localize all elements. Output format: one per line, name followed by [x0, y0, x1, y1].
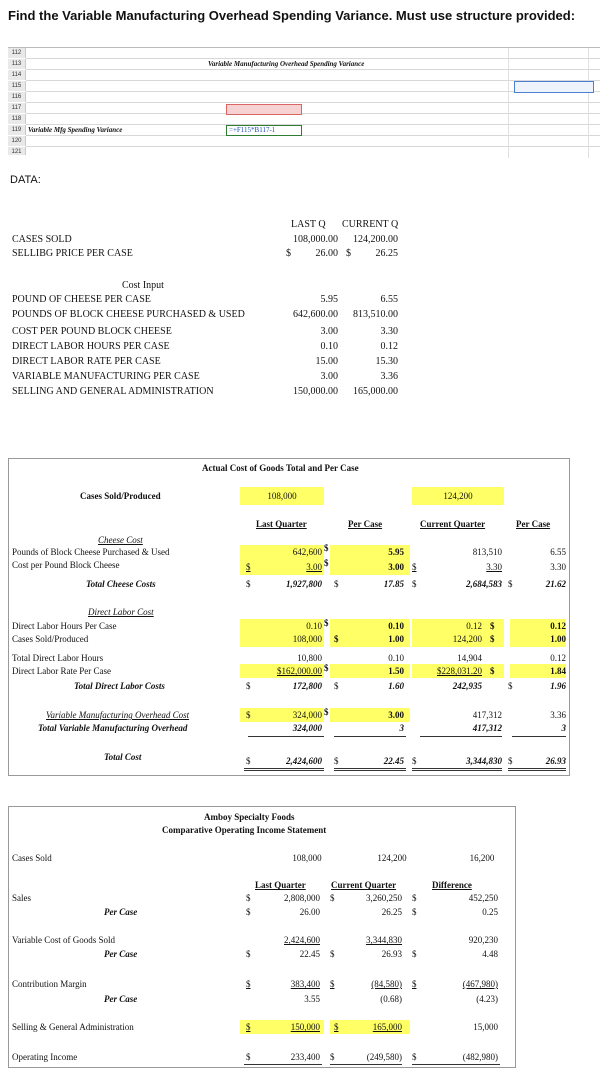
- dollar: $: [334, 579, 339, 589]
- dl-head: Direct Labor Cost: [88, 607, 154, 617]
- csp-last: 108,000: [292, 634, 322, 644]
- dlr-last: $162,000.00: [277, 666, 322, 676]
- sga-last: 150,000: [290, 1022, 320, 1032]
- tc-last: 1,927,800: [286, 579, 322, 589]
- row-number: 120: [8, 136, 26, 146]
- dollar: $: [324, 707, 329, 717]
- cm-label: Contribution Margin: [12, 979, 87, 989]
- dollar: $: [412, 979, 417, 989]
- sales-current: 3,260,250: [366, 893, 402, 903]
- dollar: $: [246, 893, 251, 903]
- cases-sold-current: 124,200.00: [353, 234, 398, 245]
- cogs-h-per2: Per Case: [516, 519, 551, 529]
- income-cases-current: 124,200: [377, 853, 407, 863]
- tc-pc2: 21.62: [545, 579, 566, 589]
- total-pc1: 22.45: [383, 756, 404, 766]
- price-label: SELLIBG PRICE PER CASE: [12, 248, 133, 259]
- cogs-h-per1: Per Case: [348, 519, 383, 529]
- formula-cell[interactable]: =+F115*B117-1: [226, 125, 302, 136]
- data-row-last: 150,000.00: [293, 386, 338, 397]
- col-current-q: CURRENT Q: [342, 219, 399, 230]
- data-row-current: 813,510.00: [353, 309, 398, 320]
- csp-label: Cases Sold/Produced: [12, 634, 89, 644]
- data-row-label: VARIABLE MANUFACTURING PER CASE: [12, 371, 200, 382]
- sheet-title: Variable Manufacturing Overhead Spending Variance: [208, 60, 365, 68]
- dollar: $: [246, 710, 251, 720]
- cm-current: (84,580): [371, 979, 402, 989]
- grid-line: [26, 58, 600, 59]
- tvmo-last: 324,000: [292, 723, 322, 733]
- total-pc2: 26.93: [545, 756, 566, 766]
- row-number: 121: [8, 147, 26, 155]
- dollar: $: [412, 579, 417, 589]
- dollar: $: [490, 666, 495, 676]
- tdlh-pc2: 0.12: [550, 653, 566, 663]
- oi-label: Operating Income: [12, 1052, 78, 1062]
- dollar: $: [490, 634, 495, 644]
- dollar: $: [334, 1022, 339, 1032]
- income-h-current: Current Quarter: [331, 880, 397, 890]
- income-company: Amboy Specialty Foods: [204, 812, 295, 822]
- data-row-current: 0.12: [380, 341, 398, 352]
- vcgs-current: 3,344,830: [366, 935, 402, 945]
- tvmo-pc2: 3: [561, 723, 566, 733]
- data-row-last: 15.00: [315, 356, 338, 367]
- income-cases-last: 108,000: [292, 853, 322, 863]
- dollar: $: [330, 893, 335, 903]
- dollar: $: [324, 618, 329, 628]
- dollar: $: [246, 1052, 251, 1062]
- dollar: $: [330, 949, 335, 959]
- question-text: Find the Variable Manufacturing Overhead Spending Variance. Must use structure provided:: [8, 8, 576, 23]
- double-underline: [334, 770, 406, 771]
- dlr-pc1: 1.50: [388, 666, 404, 676]
- vmo-label: Variable Manufacturing Overhead Cost: [46, 710, 190, 720]
- lbs-label: Pounds of Block Cheese Purchased & Used: [12, 547, 170, 557]
- sales-label: Sales: [12, 893, 31, 903]
- col-last-q: LAST Q: [291, 219, 326, 230]
- dlh-label: Direct Labor Hours Per Case: [12, 621, 117, 631]
- dollar: $: [334, 634, 339, 644]
- dlh-pc2: 0.12: [550, 621, 566, 631]
- csp-current: 124,200: [452, 634, 482, 644]
- per-case-label: Per Case: [104, 949, 138, 959]
- dollar: $: [246, 1022, 251, 1032]
- cogs-cases-last: 108,000: [267, 491, 297, 501]
- data-row-label: POUNDS OF BLOCK CHEESE PURCHASED & USED: [12, 309, 245, 320]
- income-cases-label: Cases Sold: [12, 853, 52, 863]
- dlh-pc1: 0.10: [388, 621, 404, 631]
- double-underline: [508, 768, 566, 769]
- dlh-current: 0.12: [466, 621, 482, 631]
- cm-pc-current: (0.68): [380, 994, 402, 1004]
- double-underline: [244, 768, 324, 769]
- sales-diff: 452,250: [468, 893, 498, 903]
- dollar: $: [334, 681, 339, 691]
- vcgs-pc-last: 22.45: [299, 949, 320, 959]
- double-underline: [244, 770, 324, 771]
- data-row-label: DIRECT LABOR HOURS PER CASE: [12, 341, 170, 352]
- price-last-dollar: $: [286, 248, 291, 259]
- income-h-diff: Difference: [432, 880, 472, 890]
- tc-pc1: 17.85: [383, 579, 404, 589]
- sga-current: 165,000: [372, 1022, 402, 1032]
- double-underline: [412, 1064, 500, 1065]
- cogs-title: Actual Cost of Goods Total and Per Case: [202, 463, 359, 473]
- price-current: 26.25: [375, 248, 398, 259]
- dollar: $: [246, 979, 251, 989]
- double-underline: [244, 1064, 322, 1065]
- double-underline: [508, 770, 566, 771]
- lbs-last: 642,600: [292, 547, 322, 557]
- row-number: 114: [8, 70, 26, 80]
- dollar: $: [508, 579, 513, 589]
- double-underline: [334, 768, 406, 769]
- grid-column-line: [508, 48, 509, 158]
- dlr-label: Direct Labor Rate Per Case: [12, 666, 111, 676]
- dollar: $: [412, 1052, 417, 1062]
- tdl-pc2: 1.96: [550, 681, 566, 691]
- total-cost-label: Total Cost: [104, 752, 142, 762]
- cpp-current: 3.30: [486, 562, 502, 572]
- cpp-pc1: 3.00: [388, 562, 404, 572]
- data-row-current: 165,000.00: [353, 386, 398, 397]
- dollar: $: [246, 756, 251, 766]
- tdl-pc1: 1.60: [388, 681, 404, 691]
- cm-pc-last: 3.55: [304, 994, 320, 1004]
- cpp-last: 3.00: [306, 562, 322, 572]
- cogs-cases-label: Cases Sold/Produced: [80, 491, 161, 501]
- cpp-label: Cost per Pound Block Cheese: [12, 560, 120, 570]
- selected-cell-blue[interactable]: [514, 81, 594, 93]
- vcgs-last: 2,424,600: [284, 935, 320, 945]
- grid-line: [26, 102, 600, 103]
- price-current-dollar: $: [346, 248, 351, 259]
- tc-label: Total Cheese Costs: [86, 579, 156, 589]
- data-row-label: COST PER POUND BLOCK CHEESE: [12, 326, 172, 337]
- dollar: $: [246, 562, 251, 572]
- underline-rule: [420, 736, 502, 737]
- dollar: $: [324, 543, 329, 553]
- grid-line: [26, 146, 600, 147]
- tdlh-pc1: 0.10: [388, 653, 404, 663]
- total-last: 2,424,600: [286, 756, 322, 766]
- row-label-variable-mfg: Variable Mfg Spending Variance: [28, 126, 123, 134]
- sales-pc-diff: 0.25: [482, 907, 498, 917]
- vcgs-diff: 920,230: [468, 935, 498, 945]
- row-number: 119: [8, 125, 26, 135]
- data-row-label: SELLING AND GENERAL ADMINISTRATION: [12, 386, 214, 397]
- csp-pc1: 1.00: [388, 634, 404, 644]
- dollar: $: [508, 681, 513, 691]
- sales-last: 2,808,000: [284, 893, 320, 903]
- row-number: 112: [8, 48, 26, 58]
- spreadsheet-snippet: [8, 47, 600, 157]
- cm-pc-diff: (4.23): [476, 994, 498, 1004]
- cpp-pc2: 3.30: [550, 562, 566, 572]
- tdl-last: 172,800: [292, 681, 322, 691]
- dollar: $: [330, 1052, 335, 1062]
- income-title: Comparative Operating Income Statement: [162, 825, 327, 835]
- underline-rule: [512, 736, 566, 737]
- row-number: 118: [8, 114, 26, 124]
- double-underline: [412, 768, 502, 769]
- lbs-pc1: 5.95: [388, 547, 404, 557]
- vcgs-pc-diff: 4.48: [482, 949, 498, 959]
- dollar: $: [246, 949, 251, 959]
- row-number: 116: [8, 92, 26, 102]
- row-number: 115: [8, 81, 26, 91]
- dlr-current: $228,031.20: [437, 666, 482, 676]
- data-row-last: 0.10: [320, 341, 338, 352]
- vmo-pc2: 3.36: [550, 710, 566, 720]
- grid-line: [26, 124, 600, 125]
- vcgs-label: Variable Cost of Goods Sold: [12, 935, 115, 945]
- income-h-last: Last Quarter: [255, 880, 306, 890]
- oi-diff: (482,980): [462, 1052, 498, 1062]
- cm-last: 383,400: [290, 979, 320, 989]
- double-underline: [330, 1064, 402, 1065]
- cogs-h-current: Current Quarter: [420, 519, 486, 529]
- data-row-label: DIRECT LABOR RATE PER CASE: [12, 356, 161, 367]
- dollar: $: [490, 621, 495, 631]
- income-cases-diff: 16,200: [469, 853, 495, 863]
- tdl-current: 242,935: [452, 681, 482, 691]
- grid-line: [26, 69, 600, 70]
- dollar: $: [412, 756, 417, 766]
- dollar: $: [330, 979, 335, 989]
- dlh-last: 0.10: [306, 621, 322, 631]
- per-case-label: Per Case: [104, 994, 138, 1004]
- sales-pc-current: 26.25: [381, 907, 402, 917]
- tc-current: 2,684,583: [466, 579, 502, 589]
- lbs-current: 813,510: [472, 547, 502, 557]
- per-case-label: Per Case: [104, 907, 138, 917]
- vcgs-pc-current: 26.93: [381, 949, 402, 959]
- cogs-cases-current: 124,200: [443, 491, 473, 501]
- data-row-current: 3.30: [380, 326, 398, 337]
- row-number: 113: [8, 59, 26, 69]
- dollar: $: [324, 663, 329, 673]
- dollar: $: [508, 756, 513, 766]
- dollar: $: [246, 907, 251, 917]
- dollar: $: [412, 949, 417, 959]
- cases-sold-last: 108,000.00: [293, 234, 338, 245]
- grid-column-line: [588, 48, 589, 158]
- row-number: 117: [8, 103, 26, 113]
- oi-last: 233,400: [290, 1052, 320, 1062]
- sga-diff: 15,000: [473, 1022, 498, 1032]
- data-row-last: 5.95: [320, 294, 338, 305]
- total-current: 3,344,830: [466, 756, 502, 766]
- tdlh-label: Total Direct Labor Hours: [12, 653, 104, 663]
- grid-line: [26, 113, 600, 114]
- tvmo-label: Total Variable Manufacturing Overhead: [38, 723, 188, 733]
- data-row-last: 3.00: [320, 371, 338, 382]
- data-row-current: 15.30: [375, 356, 398, 367]
- tvmo-current: 417,312: [472, 723, 502, 733]
- red-selected-cell[interactable]: [226, 104, 302, 115]
- lbs-pc2: 6.55: [550, 547, 566, 557]
- tvmo-pc1: 3: [399, 723, 404, 733]
- vmo-current: 417,312: [472, 710, 502, 720]
- vmo-pc1: 3.00: [388, 710, 404, 720]
- grid-line: [26, 135, 600, 136]
- dollar: $: [412, 893, 417, 903]
- cost-input-label: Cost Input: [122, 280, 164, 291]
- data-row-last: 3.00: [320, 326, 338, 337]
- dollar: $: [334, 756, 339, 766]
- data-row-current: 6.55: [380, 294, 398, 305]
- cases-sold-label: CASES SOLD: [12, 234, 72, 245]
- cogs-h-last: Last Quarter: [256, 519, 307, 529]
- dlr-pc2: 1.84: [550, 666, 566, 676]
- data-label: DATA:: [10, 174, 41, 186]
- data-row-last: 642,600.00: [293, 309, 338, 320]
- cheese-head: Cheese Cost: [98, 535, 143, 545]
- dollar: $: [246, 681, 251, 691]
- data-row-current: 3.36: [380, 371, 398, 382]
- csp-pc2: 1.00: [550, 634, 566, 644]
- dollar: $: [412, 907, 417, 917]
- underline-rule: [334, 736, 406, 737]
- oi-current: (249,580): [366, 1052, 402, 1062]
- price-last: 26.00: [315, 248, 338, 259]
- dollar: $: [324, 558, 329, 568]
- dollar: $: [246, 579, 251, 589]
- dollar: $: [412, 562, 417, 572]
- tdlh-last: 10,800: [297, 653, 322, 663]
- vmo-last: 324,000: [292, 710, 322, 720]
- tdlh-current: 14,904: [457, 653, 482, 663]
- underline-rule: [248, 736, 324, 737]
- sales-pc-last: 26.00: [299, 907, 320, 917]
- sga-label: Selling & General Administration: [12, 1022, 134, 1032]
- double-underline: [412, 770, 502, 771]
- cm-diff: (467,980): [462, 979, 498, 989]
- data-row-label: POUND OF CHEESE PER CASE: [12, 294, 151, 305]
- tdl-label: Total Direct Labor Costs: [74, 681, 165, 691]
